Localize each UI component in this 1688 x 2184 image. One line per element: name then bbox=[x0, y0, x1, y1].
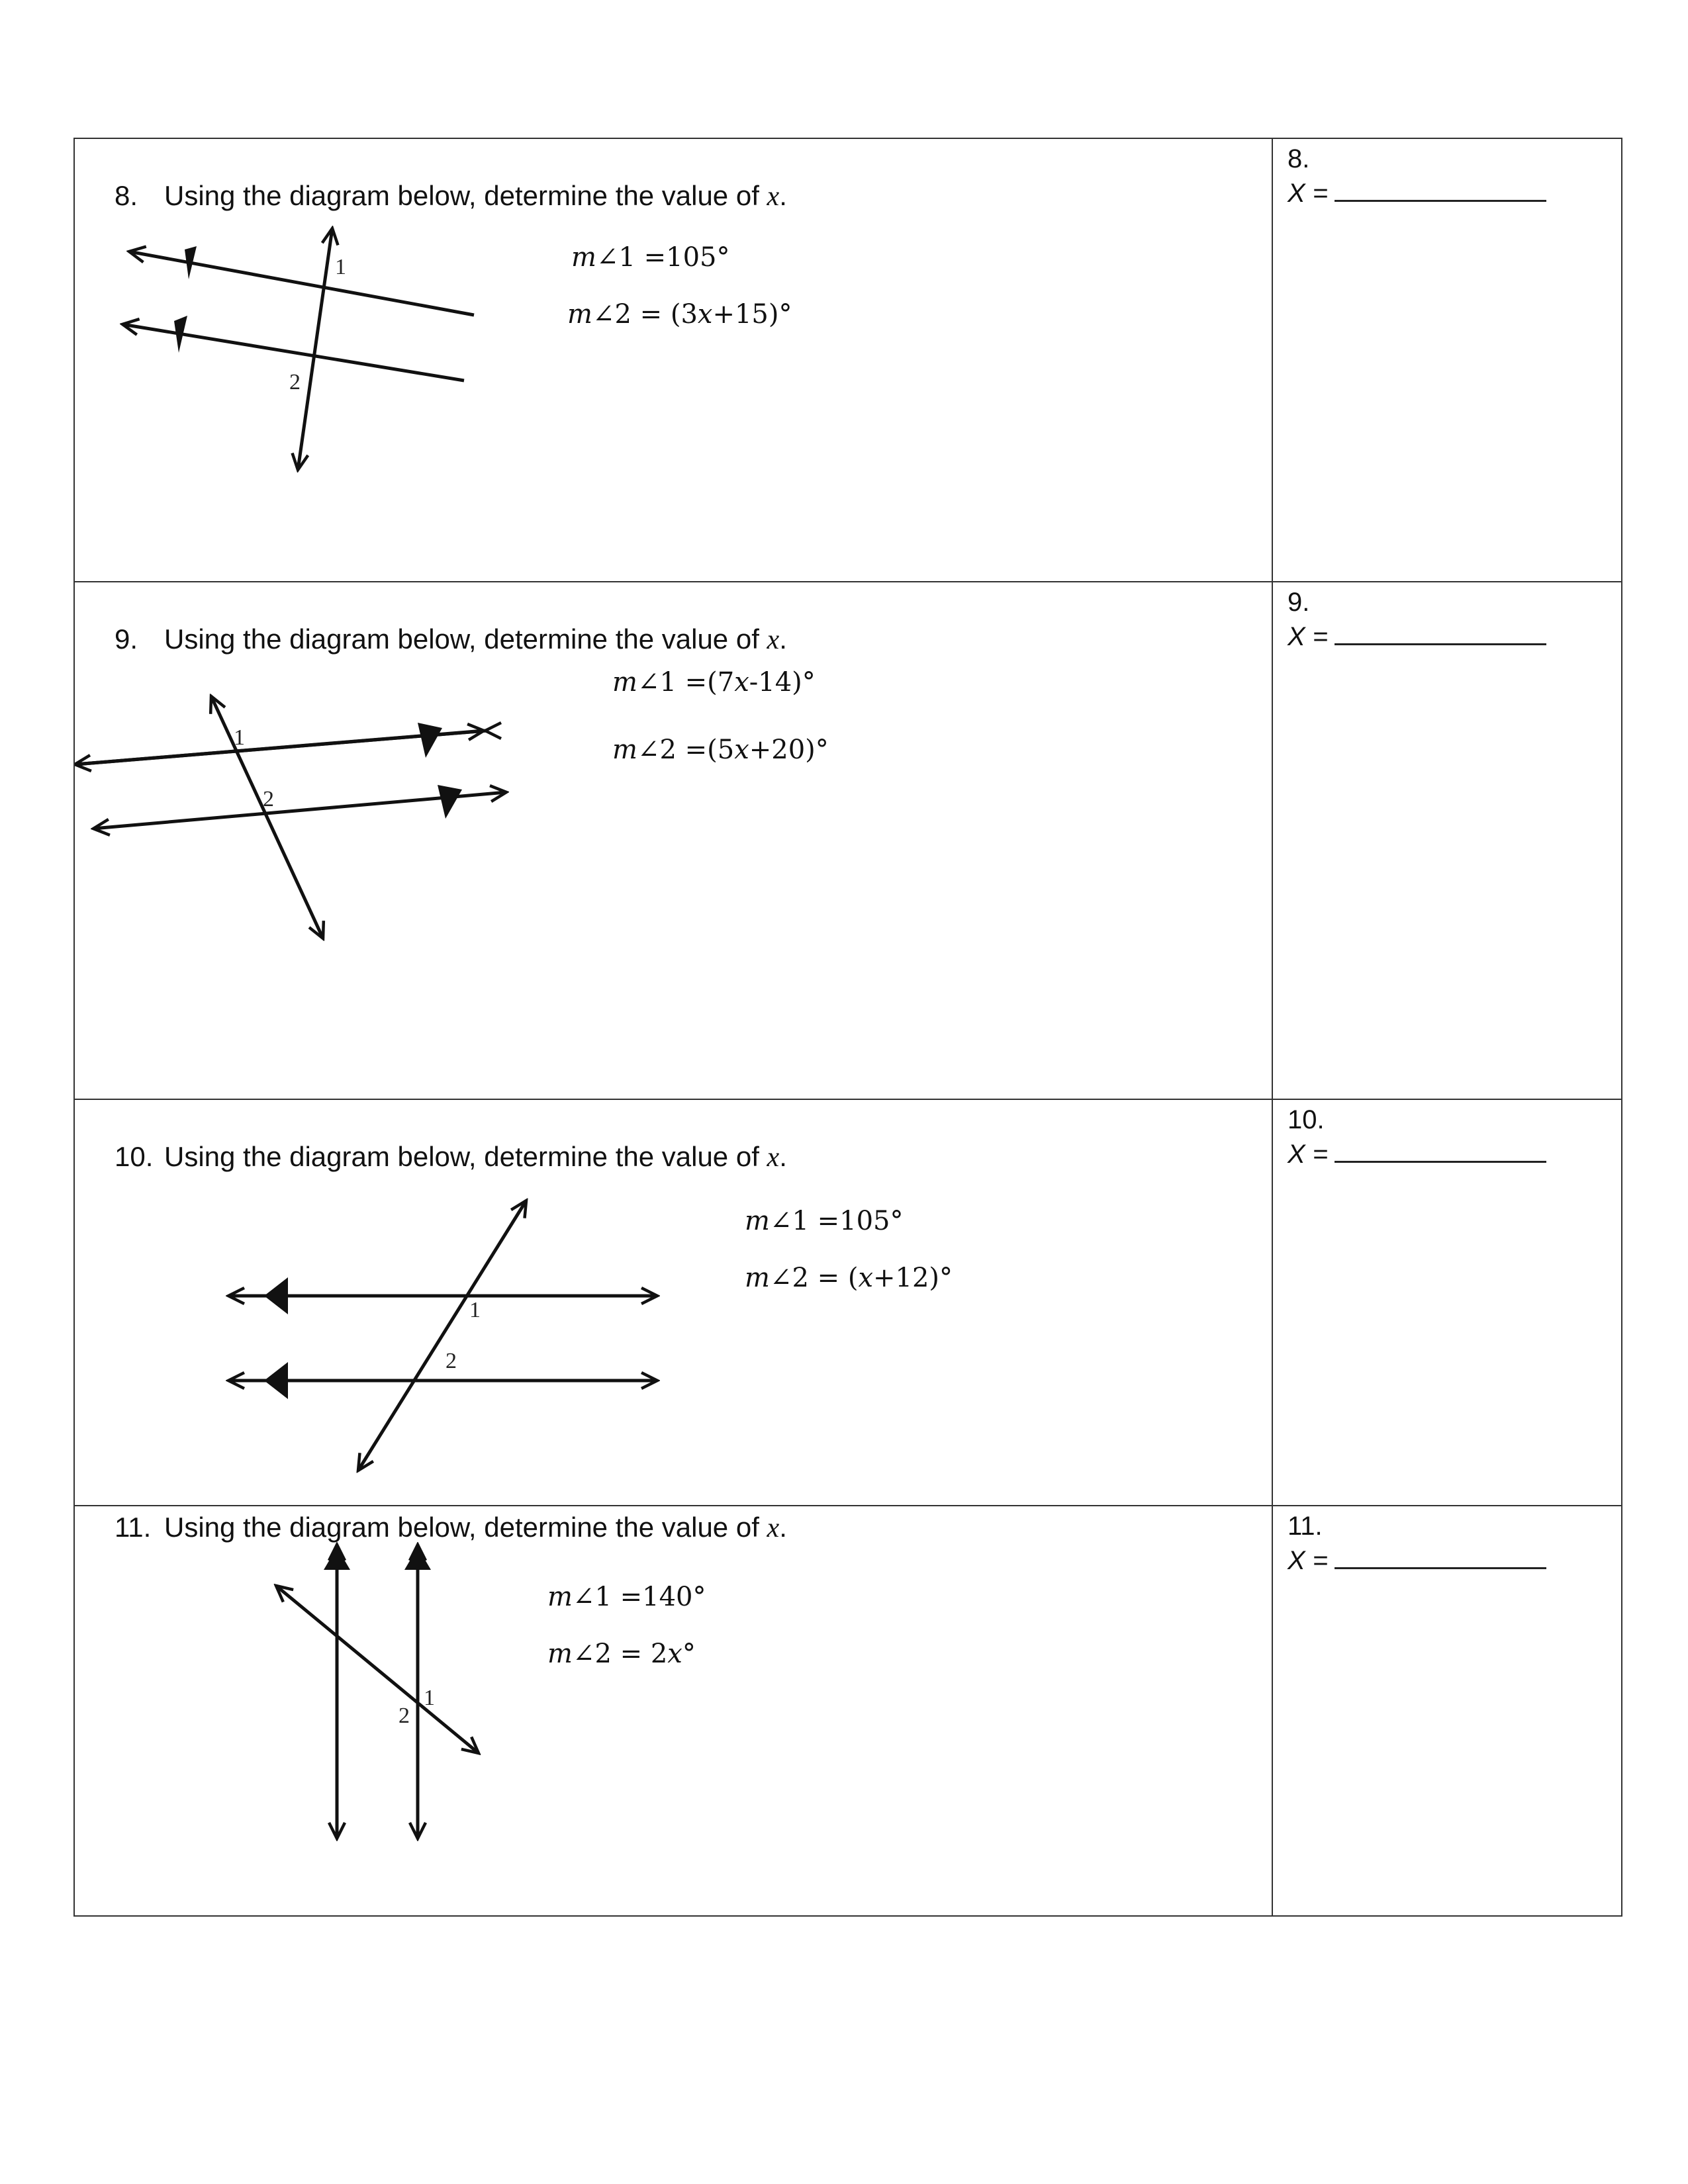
parallel-lines-diagram-8 bbox=[75, 139, 604, 536]
parallel-marker-top bbox=[264, 1277, 288, 1314]
period: . bbox=[779, 1512, 787, 1543]
angle2-text: ∠2 = (3 bbox=[592, 299, 698, 330]
transversal bbox=[358, 1201, 526, 1471]
answer-cell-11 bbox=[1272, 1506, 1622, 1916]
answer-prefix: X = bbox=[1288, 1546, 1329, 1575]
angle2-end: +20)° bbox=[749, 735, 829, 765]
answer-prefix: X = bbox=[1288, 1140, 1329, 1169]
angle-prefix: m bbox=[745, 1206, 770, 1236]
angle2-equation bbox=[547, 1639, 696, 1669]
angle-label-2: 2 bbox=[445, 1349, 457, 1373]
angle-prefix: m bbox=[612, 735, 637, 765]
prompt-text: Using the diagram below, determine the value of bbox=[164, 1512, 759, 1543]
answer-blank[interactable] bbox=[1335, 1547, 1546, 1569]
parallel-lines-diagram-9 bbox=[75, 582, 604, 1046]
answer-number: 11. bbox=[1288, 1512, 1323, 1541]
angle2-end: +12)° bbox=[873, 1263, 953, 1293]
answer-field[interactable] bbox=[1288, 179, 1546, 208]
angle-prefix: m bbox=[547, 1582, 573, 1612]
angle-label-1: 1 bbox=[424, 1686, 435, 1710]
parallel-marker-bottom bbox=[438, 785, 462, 819]
angle-label-2: 2 bbox=[263, 787, 274, 811]
answer-blank[interactable] bbox=[1335, 623, 1546, 645]
answer-number: 9. bbox=[1288, 588, 1310, 617]
angle1-text: ∠1 =140° bbox=[572, 1582, 706, 1612]
parallel-marker-top bbox=[418, 723, 442, 758]
angle1-equation bbox=[745, 1206, 903, 1236]
answer-blank[interactable] bbox=[1335, 1141, 1546, 1163]
angle1-text: ∠1 =105° bbox=[769, 1206, 904, 1236]
answer-cell-8 bbox=[1272, 138, 1622, 582]
period: . bbox=[779, 1141, 787, 1172]
period: . bbox=[779, 623, 787, 655]
variable: x bbox=[767, 625, 780, 655]
parallel-line-top bbox=[129, 251, 474, 315]
angle-prefix: m bbox=[612, 667, 637, 698]
angle2-text: ∠2 =(5 bbox=[637, 735, 735, 765]
angle-label-1: 1 bbox=[469, 1298, 481, 1322]
angle-label-2: 2 bbox=[399, 1704, 410, 1728]
angle2-variable: x bbox=[734, 735, 749, 765]
answer-number: 8. bbox=[1288, 144, 1310, 173]
parallel-lines-diagram-11 bbox=[75, 1506, 604, 1916]
angle2-end: ° bbox=[682, 1639, 696, 1669]
answer-blank[interactable] bbox=[1335, 180, 1546, 202]
angle1-equation bbox=[547, 1582, 706, 1612]
angle-prefix: m bbox=[567, 299, 592, 330]
parallel-marker-left bbox=[324, 1547, 350, 1570]
question-row-9 bbox=[74, 582, 1622, 1099]
angle2-equation bbox=[567, 299, 792, 330]
angle-prefix: m bbox=[745, 1263, 770, 1293]
question-prompt-11 bbox=[115, 1512, 787, 1544]
answer-field[interactable] bbox=[1288, 1140, 1546, 1169]
angle1-variable: x bbox=[734, 667, 749, 698]
answer-prefix: X = bbox=[1288, 179, 1329, 208]
angle-label-1: 1 bbox=[335, 255, 346, 279]
variable: x bbox=[767, 181, 780, 212]
angle-label-1: 1 bbox=[234, 725, 245, 750]
question-cell-8 bbox=[74, 138, 1272, 582]
question-number: 11. bbox=[115, 1512, 152, 1543]
angle-prefix: m bbox=[547, 1639, 573, 1669]
answer-cell-10 bbox=[1272, 1099, 1622, 1506]
variable: x bbox=[767, 1142, 780, 1173]
transversal bbox=[298, 228, 332, 470]
transversal bbox=[276, 1586, 479, 1753]
angle1-text: ∠1 =105° bbox=[596, 242, 730, 273]
answer-cell-9 bbox=[1272, 582, 1622, 1099]
question-number: 9. bbox=[115, 623, 138, 655]
angle2-equation bbox=[612, 735, 829, 765]
answer-field[interactable] bbox=[1288, 622, 1546, 652]
angle1-text: ∠1 =(7 bbox=[637, 667, 735, 698]
angle1-equation bbox=[571, 242, 729, 273]
parallel-marker-bottom bbox=[264, 1362, 288, 1399]
question-cell-9 bbox=[74, 582, 1272, 1099]
question-row-8 bbox=[74, 138, 1622, 582]
question-row-11 bbox=[74, 1506, 1622, 1916]
variable: x bbox=[767, 1513, 780, 1543]
prompt-text: Using the diagram below, determine the value of bbox=[164, 180, 759, 211]
answer-number: 10. bbox=[1288, 1105, 1325, 1134]
answer-prefix: X = bbox=[1288, 622, 1329, 651]
angle1-end: -14)° bbox=[749, 667, 816, 698]
angle2-equation bbox=[745, 1263, 953, 1293]
angle1-equation bbox=[612, 667, 816, 698]
period: . bbox=[779, 180, 787, 211]
parallel-lines-diagram-10 bbox=[75, 1100, 671, 1506]
angle2-text: ∠2 = 2 bbox=[572, 1639, 668, 1669]
question-number: 8. bbox=[115, 180, 138, 211]
question-cell-11 bbox=[74, 1506, 1272, 1916]
prompt-text: Using the diagram below, determine the value of bbox=[164, 623, 759, 655]
prompt-text: Using the diagram below, determine the value of bbox=[164, 1141, 759, 1172]
question-row-10 bbox=[74, 1099, 1622, 1506]
angle2-end: +15)° bbox=[712, 299, 792, 330]
angle-label-2: 2 bbox=[289, 370, 301, 394]
angle2-variable: x bbox=[858, 1263, 874, 1293]
angle2-variable: x bbox=[667, 1639, 682, 1669]
worksheet-table bbox=[73, 138, 1622, 1917]
question-number: 10. bbox=[115, 1141, 154, 1172]
parallel-marker-right bbox=[404, 1547, 431, 1570]
question-cell-10 bbox=[74, 1099, 1272, 1506]
answer-field[interactable] bbox=[1288, 1546, 1546, 1576]
angle-prefix: m bbox=[571, 242, 596, 273]
angle2-text: ∠2 = ( bbox=[769, 1263, 859, 1293]
angle2-variable: x bbox=[697, 299, 713, 330]
